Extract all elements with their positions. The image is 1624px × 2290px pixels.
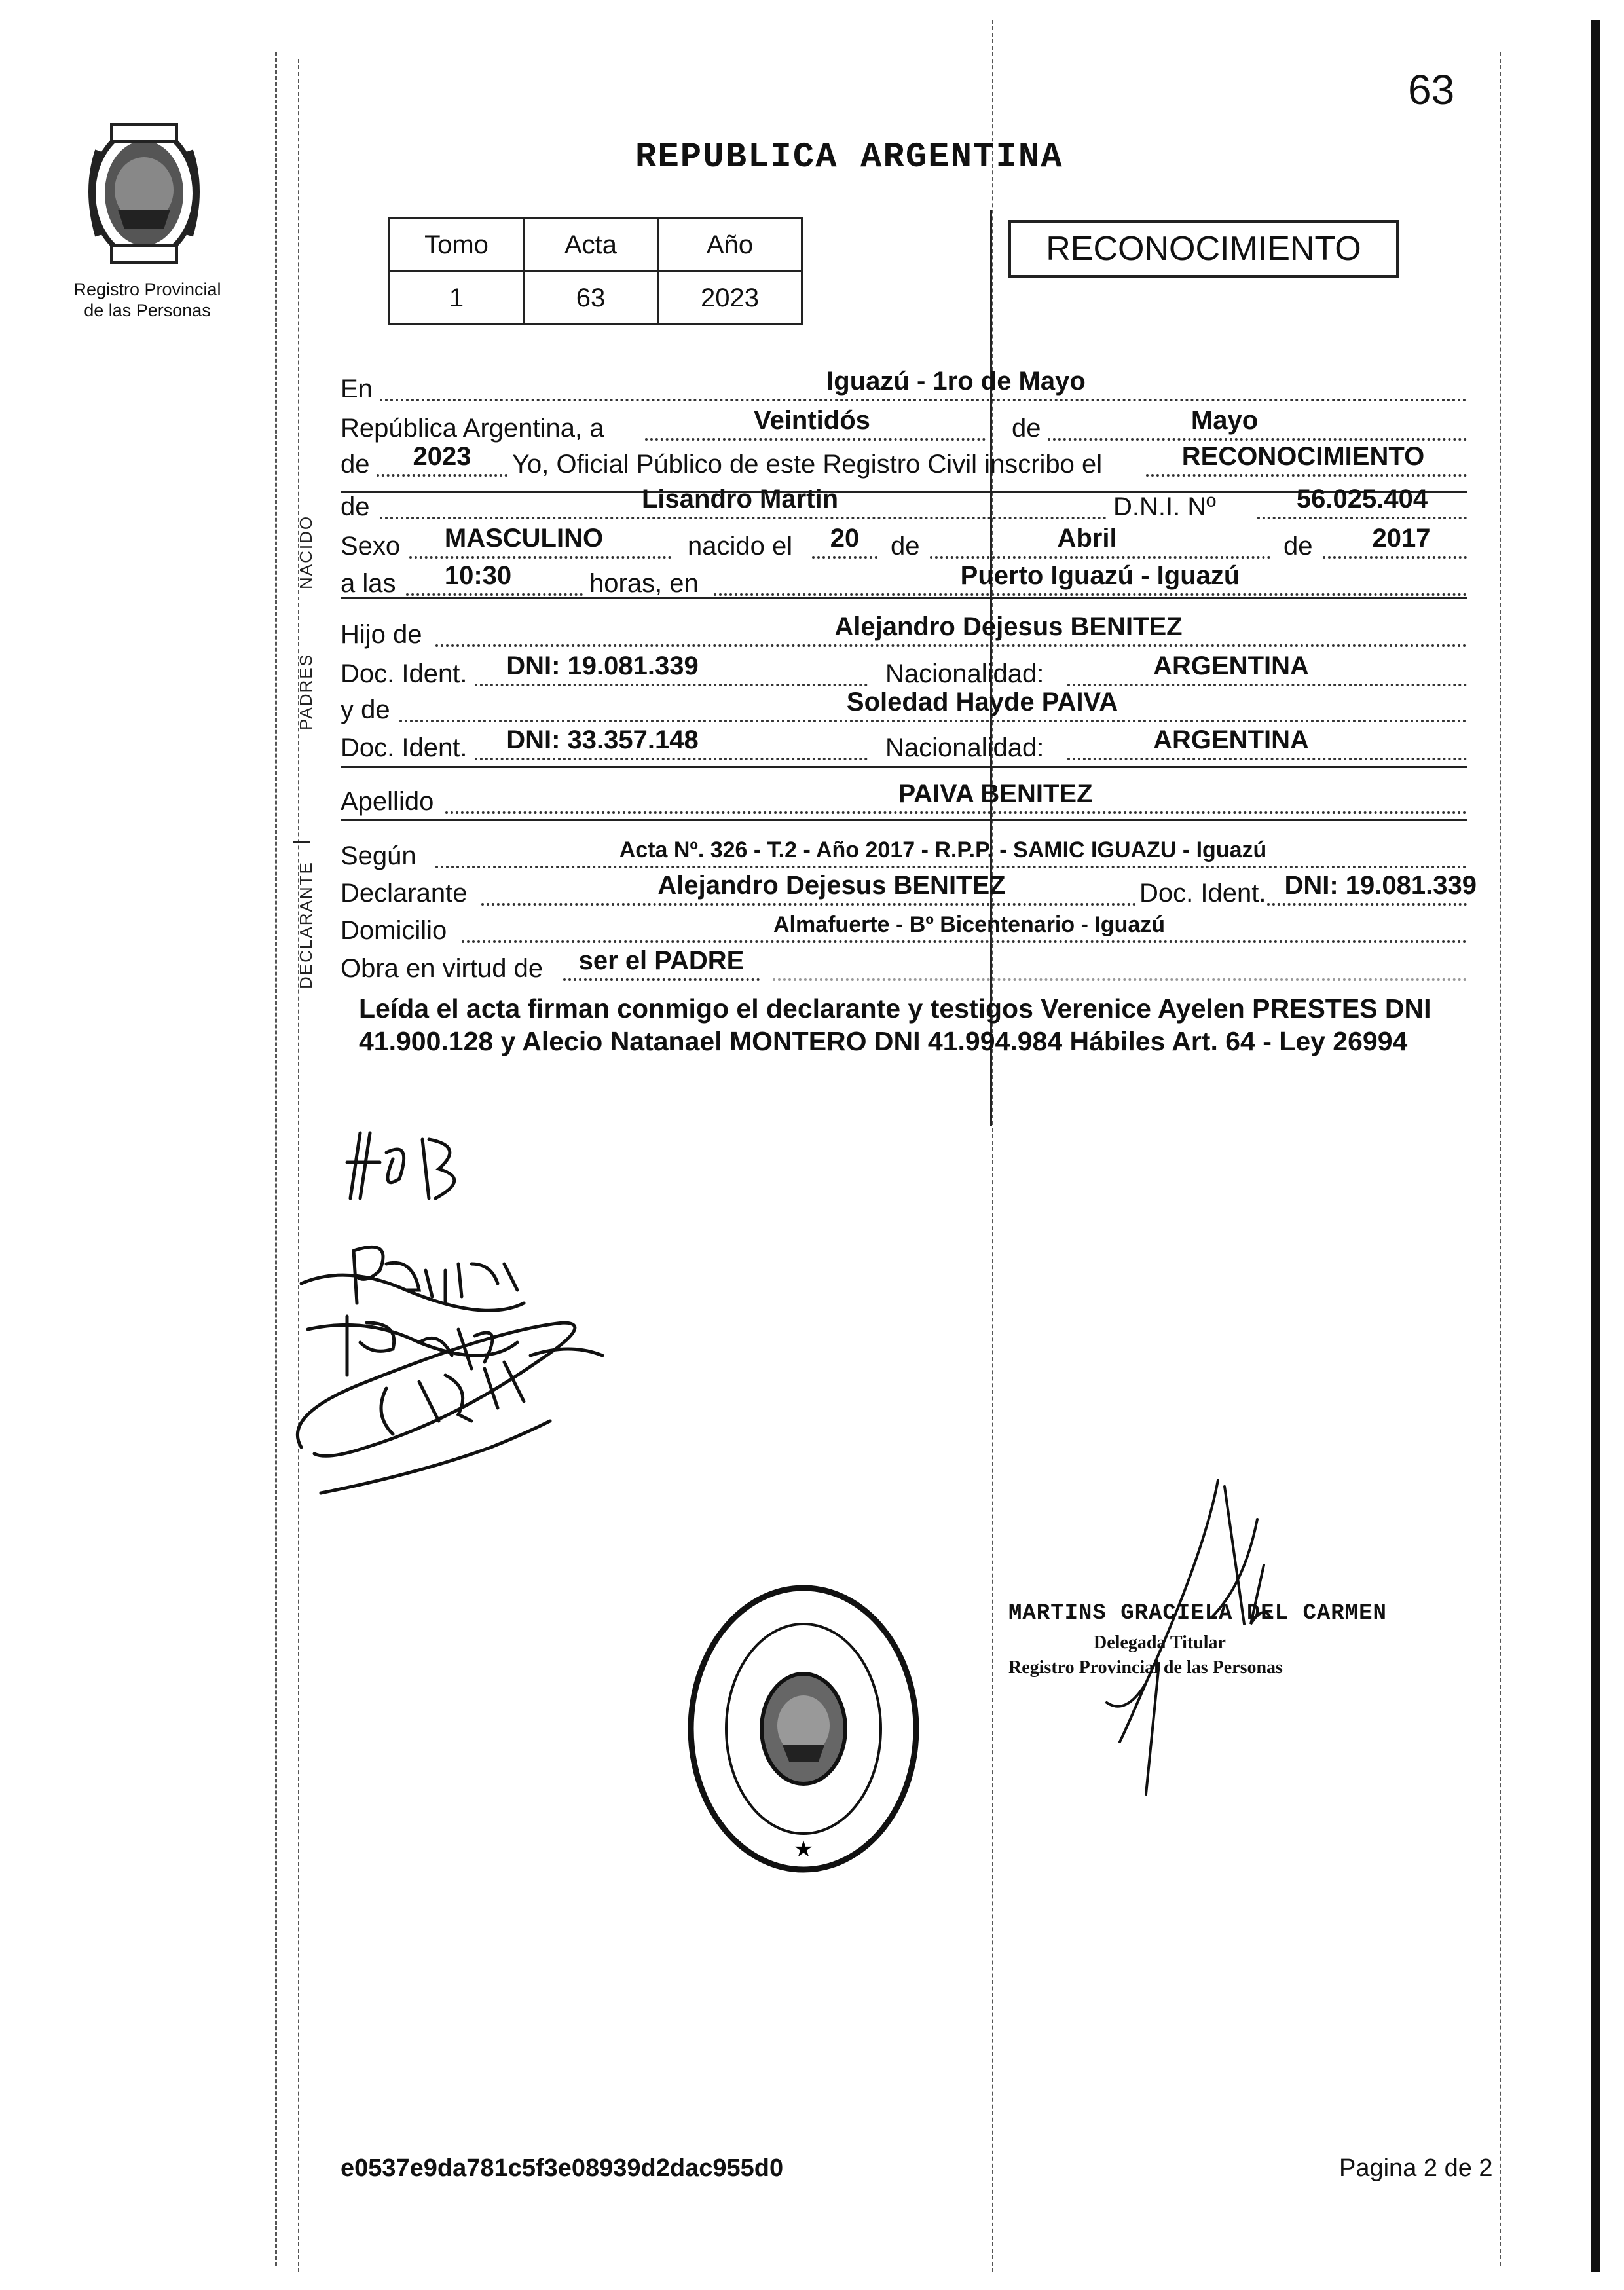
side-label-padres: PADRES xyxy=(296,654,316,730)
madre-nacionalidad: ARGENTINA xyxy=(1153,726,1309,754)
right-margin-line xyxy=(1500,52,1501,2266)
official-title: Delegada Titular xyxy=(1094,1633,1226,1653)
declarante-doc-label: Doc. Ident. xyxy=(1139,879,1266,908)
left-margin-line xyxy=(275,52,277,2266)
segun-label: Según xyxy=(341,841,416,870)
dots xyxy=(563,978,760,981)
republica-label: República Argentina, a xyxy=(341,414,604,443)
madre-doc: DNI: 33.357.148 xyxy=(506,726,699,754)
sexo-value: MASCULINO xyxy=(444,524,604,553)
declarante-value: Alejandro Dejesus BENITEZ xyxy=(657,871,1006,900)
obra-label: Obra en virtud de xyxy=(341,954,544,983)
page-number: 63 xyxy=(1408,66,1455,113)
registry-name-line1: Registro Provincial xyxy=(73,280,221,299)
dots xyxy=(1146,474,1467,477)
padre-nombre: Alejandro Dejesus BENITEZ xyxy=(834,612,1183,641)
hijo-de-label: Hijo de xyxy=(341,620,422,649)
scan-edge xyxy=(1591,20,1600,2272)
record-table-value-row xyxy=(390,272,802,325)
horas-en-label: horas, en xyxy=(589,569,699,598)
nacido-dia: 20 xyxy=(830,524,860,553)
en-label: En xyxy=(341,375,373,403)
province-seal xyxy=(72,111,216,275)
nombre-value: Lisandro Martin xyxy=(641,485,839,513)
record-table-value: 1 xyxy=(390,272,524,325)
record-table-value: 63 xyxy=(524,272,658,325)
dots xyxy=(406,593,583,596)
dots xyxy=(380,399,1467,401)
lugar-value: Puerto Iguazú - Iguazú xyxy=(960,561,1240,590)
anio-value: 2023 xyxy=(413,442,471,471)
nacido-anio: 2017 xyxy=(1372,524,1431,553)
de-label: de xyxy=(1283,532,1313,561)
section-rule xyxy=(341,597,1467,599)
nacionalidad-label: Nacionalidad: xyxy=(885,659,1044,688)
obra-value: ser el PADRE xyxy=(578,946,745,975)
sexo-label: Sexo xyxy=(341,532,401,561)
row-madre-doc xyxy=(341,722,1467,768)
record-type: RECONOCIMIENTO xyxy=(1046,230,1361,268)
nacido-el-label: nacido el xyxy=(688,532,793,561)
de-label: de xyxy=(891,532,920,561)
en-value: Iguazú - 1ro de Mayo xyxy=(826,367,1086,396)
center-fold-line xyxy=(992,20,993,2272)
dots xyxy=(435,644,1467,647)
official-block xyxy=(1008,1601,1401,1678)
dots xyxy=(1257,517,1467,519)
section-rule xyxy=(341,766,1467,768)
dots xyxy=(773,978,1467,981)
declarante-doc: DNI: 19.081.339 xyxy=(1284,871,1477,900)
side-label-declarante: DECLARANTE xyxy=(296,861,316,989)
madre-nombre: Soledad Hayde PAIVA xyxy=(846,688,1118,716)
oficial-text: Yo, Oficial Público de este Registro Civil inscribo el xyxy=(512,450,1103,479)
record-table xyxy=(388,217,803,325)
a-las-label: a las xyxy=(341,569,396,598)
apellido-label: Apellido xyxy=(341,787,434,816)
record-table-header: Tomo xyxy=(390,219,524,272)
dots xyxy=(445,811,1467,814)
de-label: de xyxy=(1012,414,1041,443)
registry-stamp xyxy=(684,1581,923,1876)
record-table-header: Año xyxy=(658,219,802,272)
record-type-box xyxy=(1008,220,1399,278)
footer-hash: e0537e9da781c5f3e08939d2dac955d0 xyxy=(341,2154,784,2182)
record-table-value: 2023 xyxy=(658,272,802,325)
province-seal-icon xyxy=(72,111,216,275)
de-label: de xyxy=(341,450,370,479)
country-title: REPUBLICA ARGENTINA xyxy=(635,138,1063,177)
record-table-header-row xyxy=(390,219,802,272)
y-de-label: y de xyxy=(341,695,390,724)
domicilio-label: Domicilio xyxy=(341,916,447,945)
padre-nacionalidad: ARGENTINA xyxy=(1153,652,1309,680)
padre-doc: DNI: 19.081.339 xyxy=(506,652,699,680)
section-rule xyxy=(341,819,1467,821)
declarante-label: Declarante xyxy=(341,879,468,908)
dots xyxy=(1067,758,1467,760)
dots xyxy=(714,593,1467,596)
official-office: Registro Provincial de las Personas xyxy=(1008,1657,1283,1678)
mes-value: Mayo xyxy=(1190,406,1259,435)
footer-page-label: Pagina 2 de 2 xyxy=(1339,2154,1493,2182)
row-oficial xyxy=(341,439,1467,485)
record-table-header: Acta xyxy=(524,219,658,272)
closing-text: Leída el acta firman conmigo el declarante y testigos Verenice Ayelen PRESTES DNI 41.900.128 y Alecio Natanael MONTERO DNI 41.994.984 Hábiles Art. 64 - Ley 26994 xyxy=(359,993,1431,1056)
nacido-mes: Abril xyxy=(1057,524,1117,553)
dots xyxy=(475,758,868,760)
row-apellido xyxy=(341,776,1467,822)
registry-name xyxy=(52,279,242,321)
doc-ident-label: Doc. Ident. xyxy=(341,733,468,762)
official-name: MARTINS GRACIELA DEL CARMEN xyxy=(1008,1601,1387,1626)
dots xyxy=(377,474,507,477)
dni-label: D.N.I. Nº xyxy=(1113,492,1216,521)
dots xyxy=(380,517,1107,519)
inscribo-value: RECONOCIMIENTO xyxy=(1181,442,1425,471)
side-divider xyxy=(293,841,310,843)
registry-name-line2: de las Personas xyxy=(84,301,211,320)
segun-value: Acta Nº. 326 - T.2 - Año 2017 - R.P.P. - SAMIC IGUAZU - Iguazú xyxy=(619,838,1267,862)
row-obra xyxy=(341,943,1467,989)
doc-ident-label: Doc. Ident. xyxy=(341,659,468,688)
signatures xyxy=(288,1107,877,1565)
domicilio-value: Almafuerte - Bº Bicentenario - Iguazú xyxy=(773,912,1166,937)
de-label: de xyxy=(341,492,370,521)
nacionalidad-label: Nacionalidad: xyxy=(885,733,1044,762)
side-label-nacido: NACIDO xyxy=(296,515,316,589)
svg-text:★: ★ xyxy=(793,1836,814,1862)
hora-value: 10:30 xyxy=(444,561,512,590)
dia-value: Veintidós xyxy=(754,406,870,435)
registry-stamp-icon xyxy=(684,1581,923,1876)
apellido-value: PAIVA BENITEZ xyxy=(898,779,1093,808)
dni-value: 56.025.404 xyxy=(1296,485,1428,513)
